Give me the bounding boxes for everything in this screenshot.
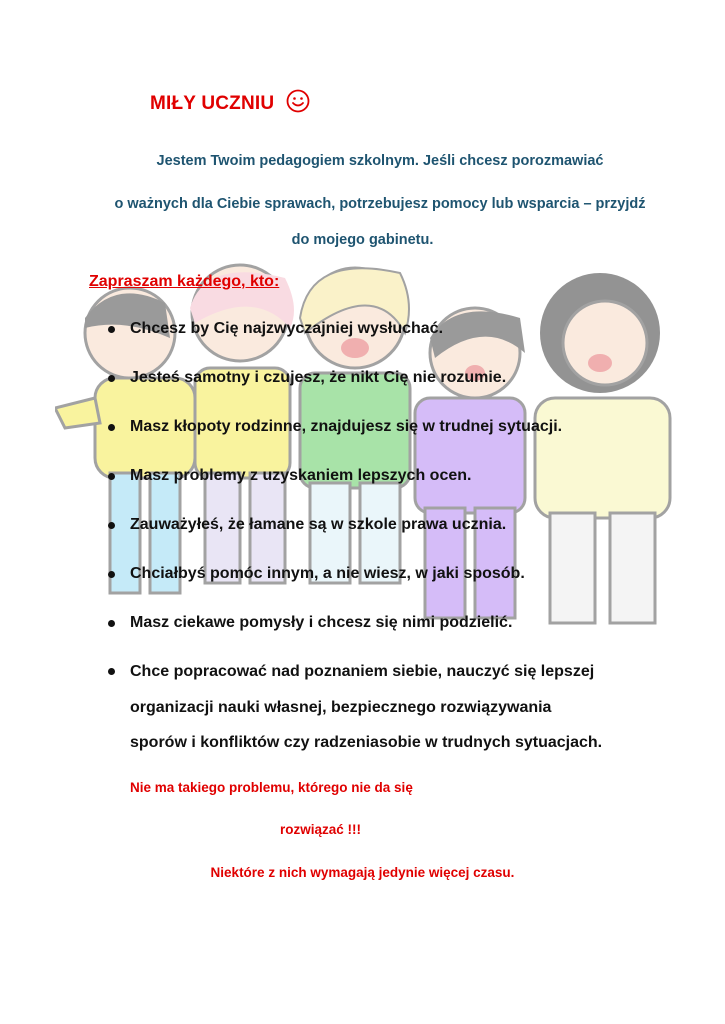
page-title — [150, 92, 310, 116]
last-item-line-1: Chce popracować nad poznaniem siebie, nauczyć się lepszej — [130, 663, 595, 680]
last-item-line-2: organizacji nauki własnej, bezpiecznego rozwiązywania — [130, 698, 552, 716]
bullet-icon — [108, 571, 115, 578]
list-item-text: Jesteś samotny i czujesz, że nikt Cię nie rozumie. — [130, 369, 507, 386]
list-item-text: Chciałbyś pomóc innym, a nie wiesz, w jaki sposób. — [130, 565, 525, 582]
note-line-3: Niektóre z nich wymagają jedynie więcej czasu. — [210, 865, 515, 880]
list-item-text: Zauważyłeś, że łamane są w szkole prawa ucznia. — [130, 516, 507, 533]
bullet-icon — [108, 424, 115, 431]
bullet-icon — [108, 326, 115, 333]
invitation-heading: Zapraszam każdego, kto: — [89, 273, 280, 290]
list-item — [105, 318, 665, 367]
list-item-text: Masz ciekawe pomysły i chcesz się nimi podzielić. — [130, 614, 513, 631]
bullet-icon — [108, 668, 115, 675]
list-item-text: Masz problemy z uzyskaniem lepszych ocen. — [130, 467, 472, 484]
title-text: MIŁY UCZNIU — [150, 93, 275, 115]
list-item — [105, 563, 665, 612]
bullet-icon — [108, 620, 115, 627]
intro-line-1: Jestem Twoim pedagogiem szkolnym. Jeśli chcesz porozmawiać — [156, 153, 604, 169]
bullet-icon — [108, 522, 115, 529]
last-item-line-3: sporów i konfliktów czy radzeniasobie w trudnych sytuacjach. — [130, 734, 603, 751]
list-item — [105, 465, 665, 514]
list-item — [105, 514, 665, 563]
note-line-1: Nie ma takiego problemu, którego nie da się — [130, 780, 413, 795]
list-item — [105, 416, 665, 465]
list-item-multiline — [105, 654, 665, 761]
note-line-2: rozwiązać !!! — [280, 822, 362, 837]
intro-line-3: do mojego gabinetu. — [291, 232, 434, 248]
bullet-icon — [108, 473, 115, 480]
list-item-text: Masz kłopoty rodzinne, znajdujesz się w trudnej sytuacji. — [130, 418, 563, 435]
list-item — [105, 367, 665, 416]
list-item-text: Chcesz by Cię najzwyczajniej wysłuchać. — [130, 320, 444, 337]
reasons-list — [105, 318, 665, 761]
bullet-icon — [108, 375, 115, 382]
smiley-icon — [286, 89, 310, 113]
intro-line-2: o ważnych dla Ciebie sprawach, potrzebujesz pomocy lub wsparcia – przyjdź — [114, 196, 646, 212]
